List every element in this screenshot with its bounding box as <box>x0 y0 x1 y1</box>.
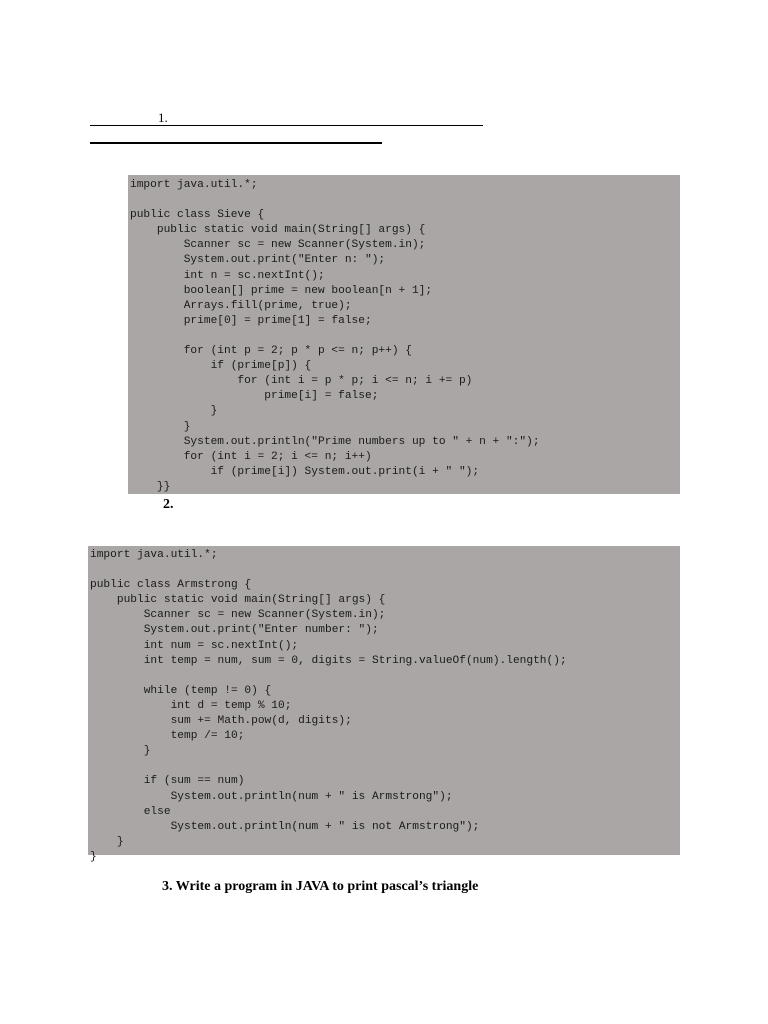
code-line: } <box>116 835 124 848</box>
code-line: while (temp != 0) { <box>143 684 272 697</box>
section2-number: 2. <box>163 497 174 512</box>
section1-bottom-rule <box>90 142 382 144</box>
code-line: import java.util.*; <box>90 549 218 561</box>
code-line: } <box>143 745 151 758</box>
code-line: import java.util.*; <box>130 179 258 191</box>
code-line: Arrays.fill(prime, true); <box>183 299 352 312</box>
code-line: temp /= 10; <box>170 730 245 743</box>
code-line: public class Armstrong { <box>90 579 252 592</box>
code-line: for (int p = 2; p * p <= n; p++) { <box>183 345 412 358</box>
code-line: int n = sc.nextInt(); <box>183 269 325 282</box>
code-line: for (int i = p * p; i <= n; i += p) <box>237 375 473 388</box>
code-line: boolean[] prime = new boolean[n + 1]; <box>183 284 433 297</box>
code-line: sum += Math.pow(d, digits); <box>170 715 352 728</box>
armstrong-code-block <box>88 546 680 863</box>
code-line: prime[0] = prime[1] = false; <box>183 314 372 327</box>
code-line: public static void main(String[] args) { <box>116 594 386 607</box>
code-line: System.out.print("Enter n: "); <box>183 254 386 267</box>
code-line: System.out.println(num + " is Armstrong"); <box>170 790 453 803</box>
code-line: if (prime[i]) System.out.print(i + " "); <box>210 465 480 478</box>
code-line: for (int i = 2; i <= n; i++) <box>183 450 372 463</box>
code-line: }} <box>130 480 171 493</box>
code-line: if (prime[p]) { <box>210 360 312 373</box>
code-line: int temp = num, sum = 0, digits = String.valueOf(num).length(); <box>143 654 567 667</box>
code-line: System.out.println(num + " is not Armstrong"); <box>170 820 480 833</box>
code-line: } <box>90 850 97 863</box>
code-line: prime[i] = false; <box>264 390 379 403</box>
section1-number: 1. <box>158 110 168 125</box>
section1-top-rule <box>90 125 483 126</box>
armstrong-code <box>90 548 680 865</box>
code-line: public static void main(String[] args) { <box>156 224 426 237</box>
code-line: System.out.print("Enter number: "); <box>143 624 379 637</box>
code-line: int d = temp % 10; <box>170 699 292 712</box>
code-line: public class Sieve { <box>130 209 265 222</box>
code-line: Scanner sc = new Scanner(System.in); <box>143 609 386 622</box>
sieve-code <box>130 178 680 495</box>
code-line: Scanner sc = new Scanner(System.in); <box>183 239 426 252</box>
sieve-code-block <box>128 175 680 494</box>
code-line: } <box>210 405 218 418</box>
code-line: if (sum == num) <box>143 775 245 788</box>
section3-heading: 3. Write a program in JAVA to print pascal’s triangle <box>162 879 479 894</box>
code-line: } <box>183 420 191 433</box>
code-line: else <box>143 805 171 818</box>
code-line: System.out.println("Prime numbers up to " + n + ":"); <box>183 435 540 448</box>
code-line: int num = sc.nextInt(); <box>143 639 299 652</box>
